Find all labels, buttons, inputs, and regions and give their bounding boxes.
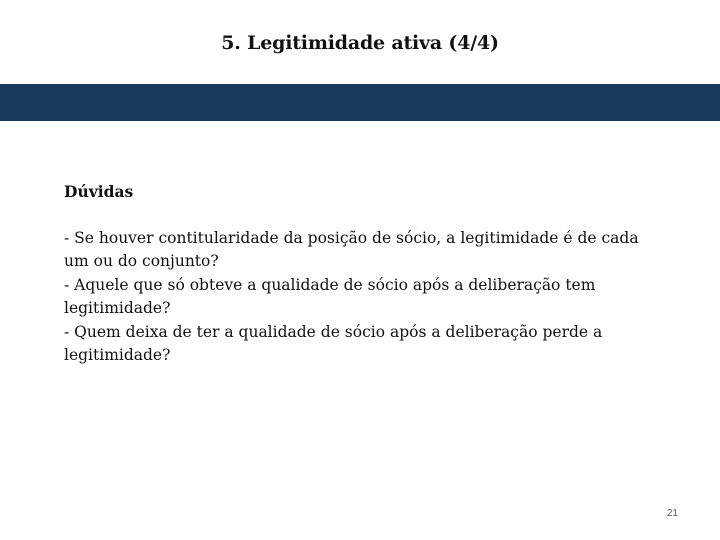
question-item: - Aquele que só obteve a qualidade de sócio após a deliberação tem legitimidade?	[64, 275, 596, 317]
question-item: - Quem deixa de ter a qualidade de sócio após a deliberação perde a legitimidade?	[64, 322, 603, 364]
page-number: 21	[666, 508, 678, 519]
slide-title: 5. Legitimidade ativa (4/4)	[221, 32, 499, 54]
question-item: - Se houver contitularidade da posição de sócio, a legitimidade é de cada um ou do conjunto?	[64, 228, 639, 270]
header-band	[0, 84, 720, 121]
slide-body	[64, 180, 664, 368]
section-heading: Dúvidas	[64, 182, 134, 201]
